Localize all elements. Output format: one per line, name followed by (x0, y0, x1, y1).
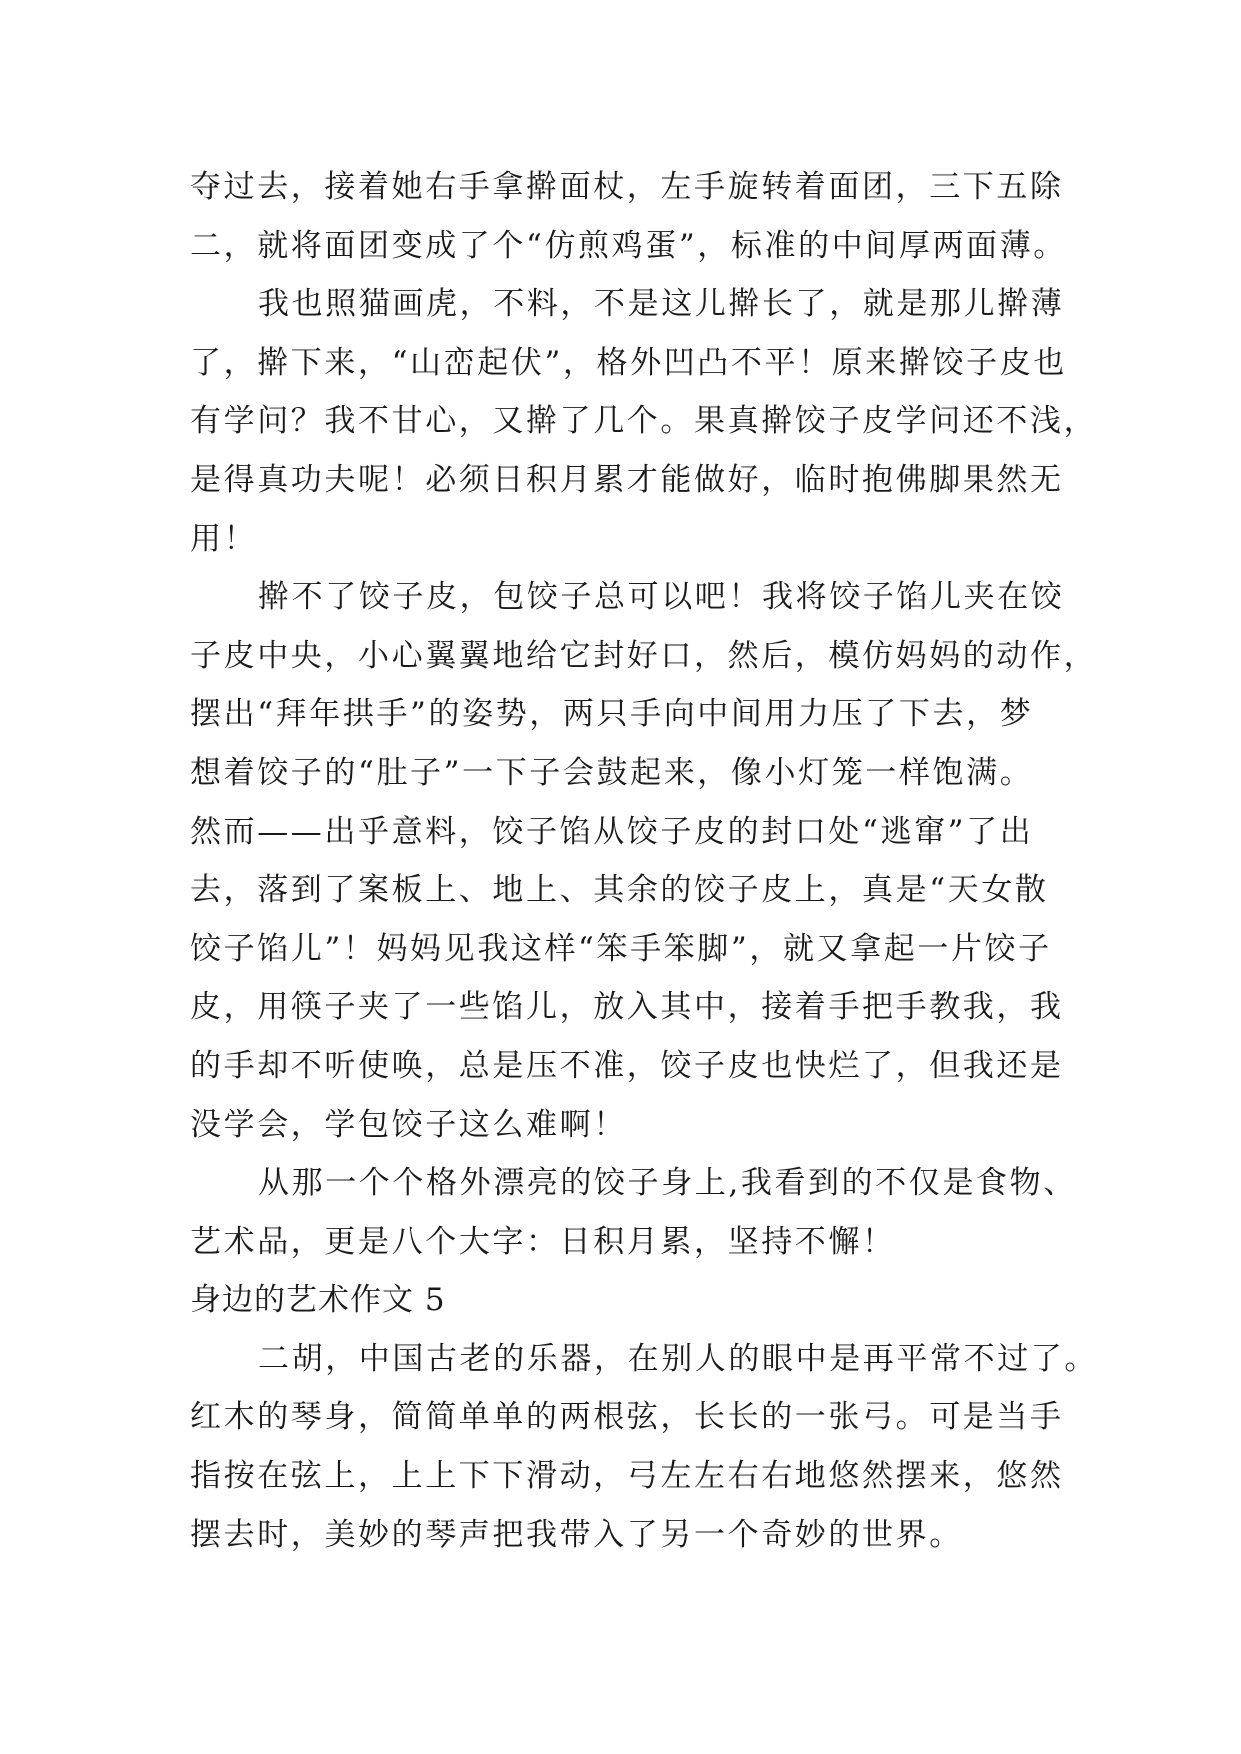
text-line: 有学问？我不甘心，又擀了几个。果真擀饺子皮学问还不浅， (190, 403, 1098, 440)
paragraph-start-line: 二胡，中国古老的乐器，在别人的眼中是再平常不过了。 (258, 1340, 1098, 1377)
text-line: 子皮中央，小心翼翼地给它封好口，然后，模仿妈妈的动作， (190, 637, 1098, 674)
text-line: 的手却不听使唤，总是压不准，饺子皮也快烂了，但我还是 (190, 1047, 1064, 1084)
text-line: 摆出“拜年拱手”的姿势，两只手向中间用力压了下去，梦 (190, 696, 1034, 733)
text-line: 饺子馅儿”！妈妈见我这样“笨手笨脚”，就又拿起一片饺子 (190, 930, 1052, 967)
text-line: 了，擀下来，“山峦起伏”，格外凹凸不平！原来擀饺子皮也 (190, 344, 1067, 381)
text-line: 去，落到了案板上、地上、其余的饺子皮上，真是“天女散 (190, 872, 1049, 909)
paragraph-start-line: 我也照猫画虎，不料，不是这儿擀长了，就是那儿擀薄 (258, 286, 1065, 323)
text-line: 没学会，学包饺子这么难啊！ (190, 1106, 627, 1143)
text-line: 夺过去，接着她右手拿擀面杖，左手旋转着面团，三下五除 (190, 169, 1064, 205)
section-heading: 身边的艺术作文 5 (190, 1282, 446, 1319)
text-line: 摆去时，美妙的琴声把我带入了另一个奇妙的世界。 (190, 1516, 963, 1553)
text-line: 是得真功夫呢！必须日积月累才能做好，临时抱佛脚果然无 (190, 461, 1064, 498)
paragraph-start-line: 擀不了饺子皮，包饺子总可以吧！我将饺子馅儿夹在饺 (258, 579, 1065, 616)
text-line: 指按在弦上，上上下下滑动，弓左左右右地悠然摆来，悠然 (190, 1458, 1064, 1495)
text-line: 红木的琴身，简简单单的两根弦，长长的一张弓。可是当手 (190, 1399, 1064, 1436)
text-line: 二，就将面团变成了个“仿煎鸡蛋”，标准的中间厚两面薄。 (190, 227, 1067, 264)
text-line: 皮，用筷子夹了一些馅儿，放入其中，接着手把手教我，我 (190, 989, 1064, 1026)
document-body (190, 158, 1098, 1564)
paragraph-start-line: 从那一个个格外漂亮的饺子身上,我看到的不仅是食物、 (258, 1165, 1077, 1202)
text-line: 想着饺子的“肚子”一下子会鼓起来，像小灯笼一样饱满。 (190, 754, 1034, 791)
text-line: 用！ (190, 520, 258, 557)
text-line: 艺术品，更是八个大字：日积月累，坚持不懈！ (190, 1223, 896, 1260)
text-line: 然而——出乎意料，饺子馅从饺子皮的封口处“逃窜”了出 (190, 813, 1034, 850)
